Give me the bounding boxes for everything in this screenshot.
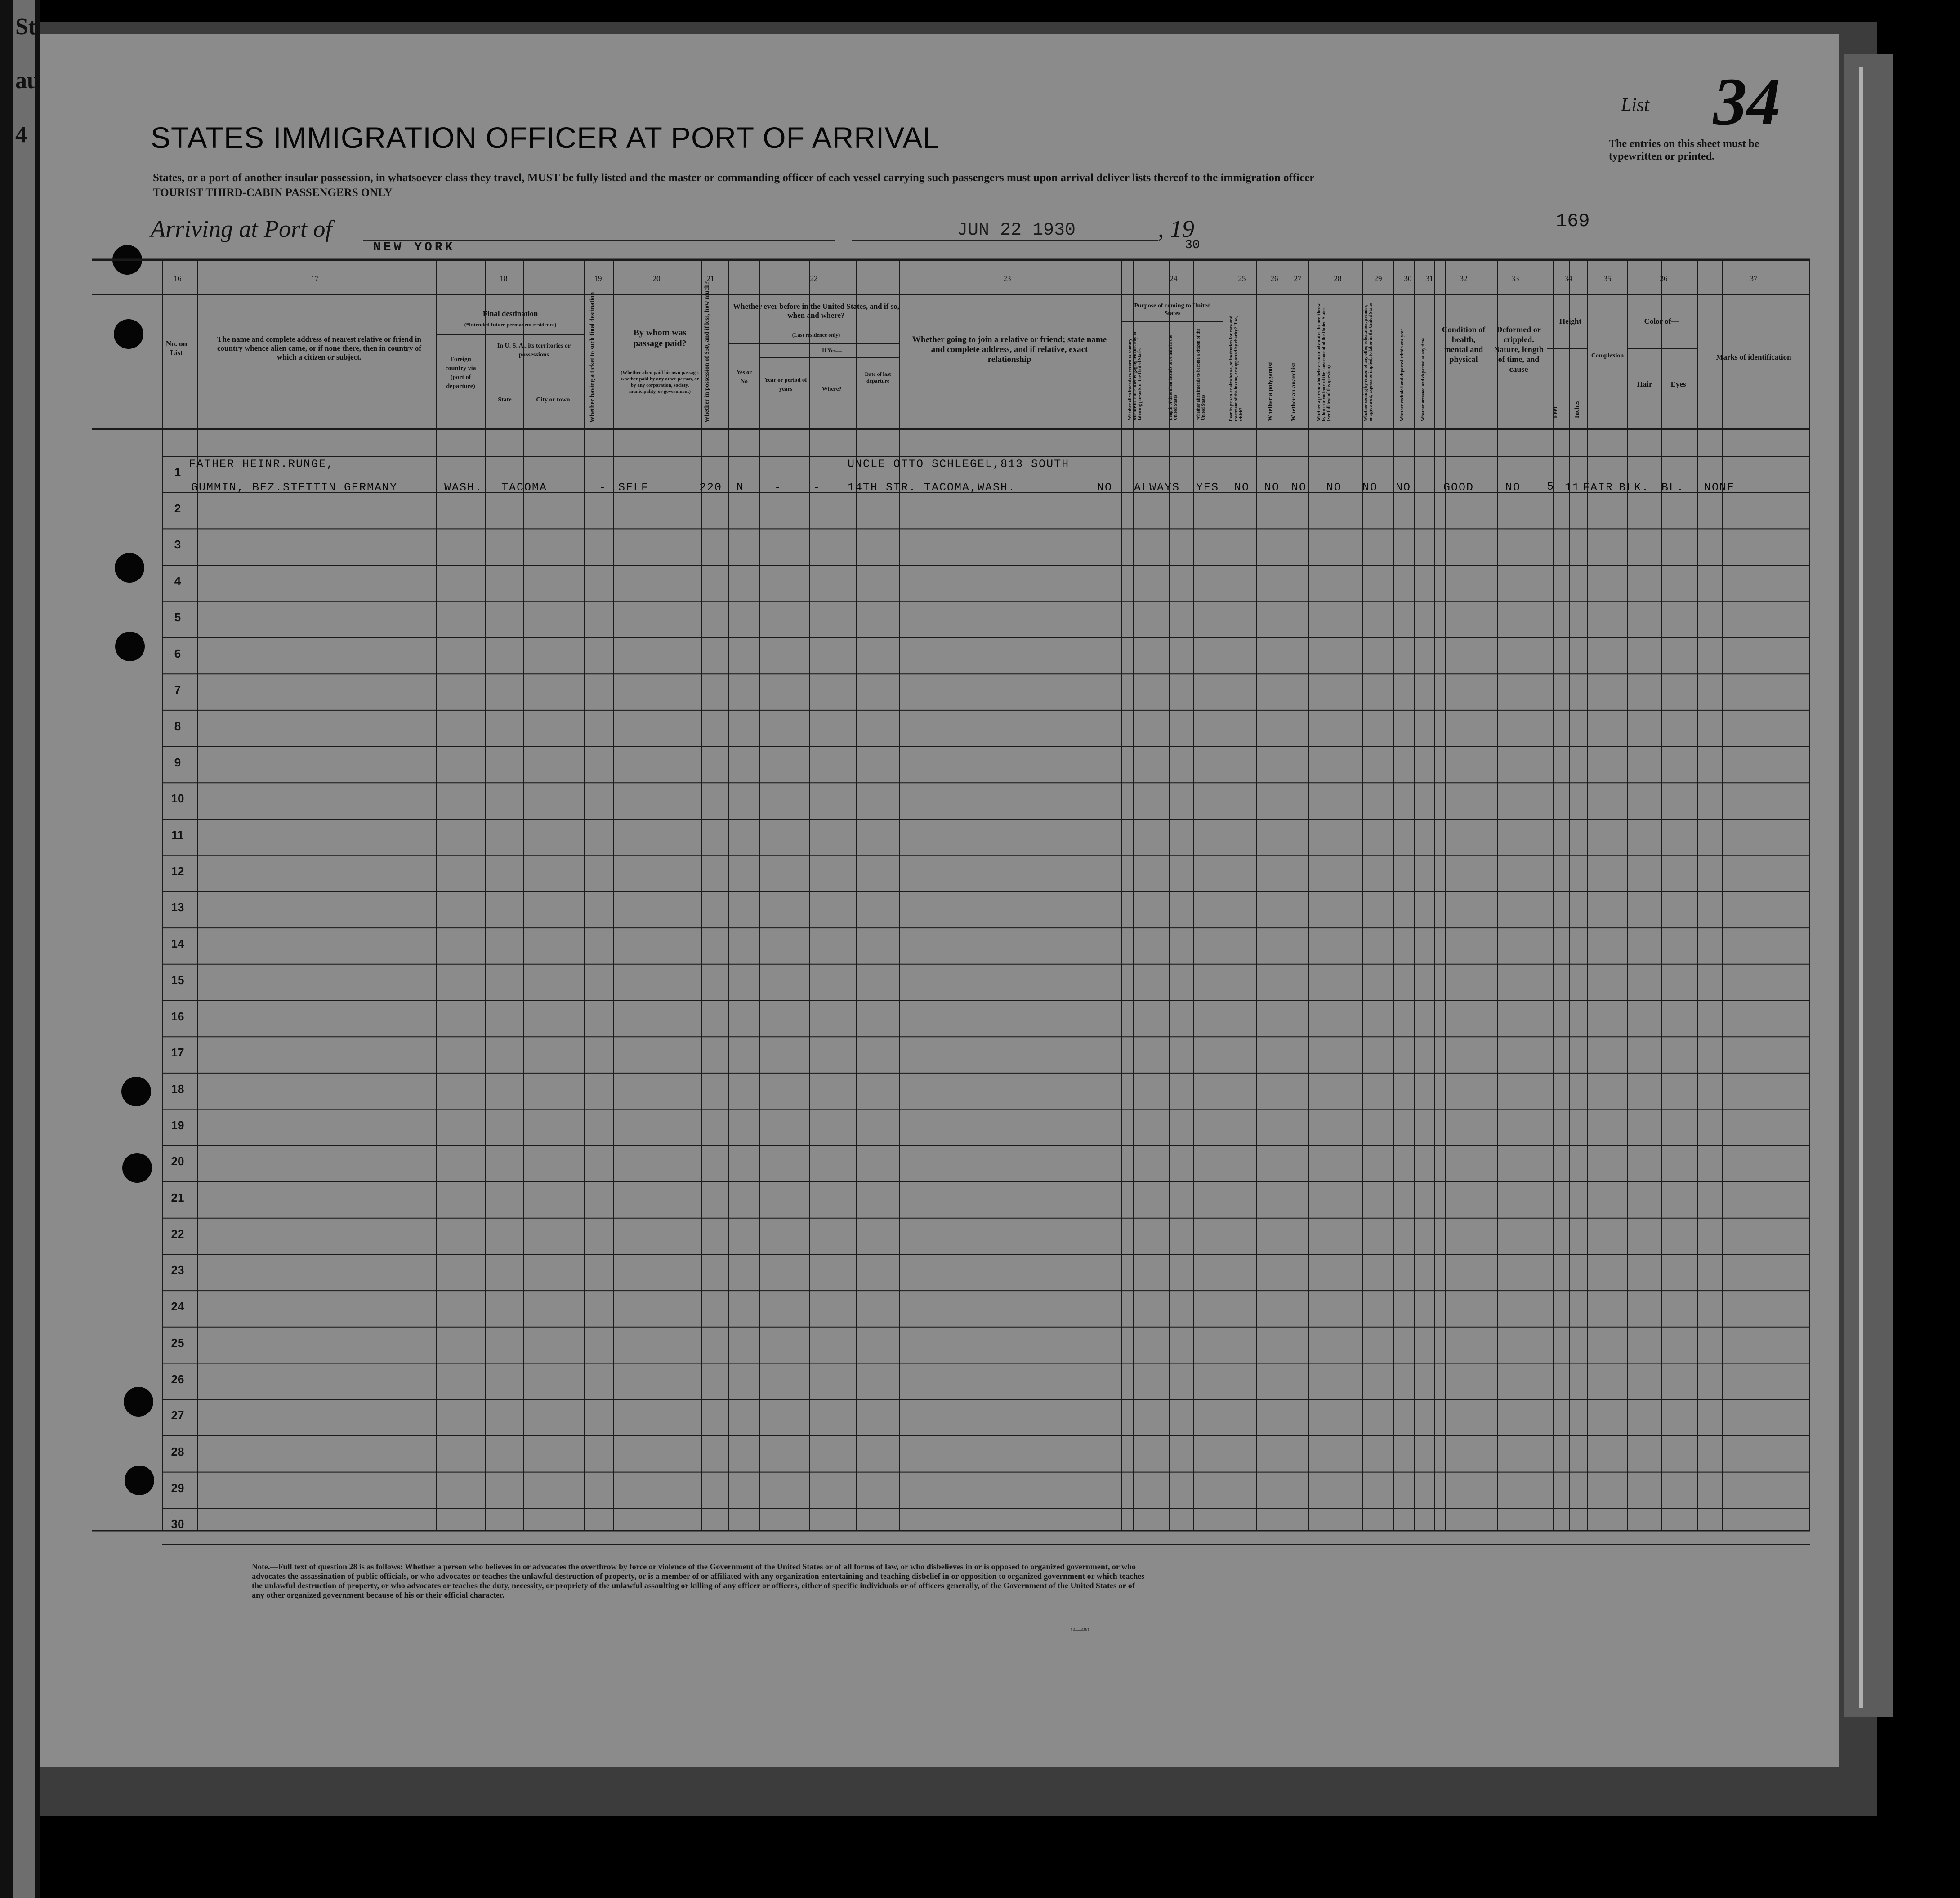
header-purpose-return: Whether alien intends to return to country whence he came after engaging temporarily in laboring pursuits in the United States	[1128, 332, 1143, 420]
row-number: 18	[171, 1082, 184, 1096]
header-city: City or town	[536, 397, 570, 403]
header-complexion: Complexion	[1591, 352, 1624, 359]
header-overthrow: Whether a person who believes in or advocates the overthrow by force or violence of the Government of the United States (See full text of this question)	[1317, 303, 1331, 421]
header-deformed: Deformed or crippled. Nature, length of time, and cause	[1494, 325, 1544, 374]
header-ticket: Whether having a ticket to such final destination	[589, 292, 596, 423]
column-number: 20	[652, 274, 661, 283]
row-number: 12	[171, 864, 184, 878]
entry-height-inches: 11	[1565, 481, 1581, 494]
header-marks: Marks of identification	[1716, 353, 1791, 361]
row-number: 28	[171, 1444, 184, 1458]
column-number: 29	[1374, 274, 1382, 283]
header-if-yes: If Yes—	[822, 347, 842, 354]
year-suffix: 30	[1185, 238, 1200, 252]
header-where: Where?	[822, 385, 842, 392]
column-number: 34	[1564, 274, 1572, 283]
header-before-in-us: Whether ever before in the United States, and if so, when and where?	[733, 302, 899, 320]
column-number: 25	[1238, 274, 1246, 283]
header-joining: Whether going to join a relative or friend; state name and complete address, and if relative, exact relationship	[912, 335, 1107, 364]
column-number: 26	[1270, 274, 1278, 283]
entry-where: -	[813, 481, 821, 494]
header-arrested: Whether arrested and deported at any time	[1421, 338, 1426, 421]
row-number: 21	[171, 1191, 184, 1204]
header-state: State	[498, 397, 512, 403]
row-number: 2	[174, 501, 181, 515]
row-number: 13	[171, 900, 184, 914]
list-number: 34	[1713, 64, 1781, 139]
header-foreign-country: Foreign country via (port of departure)	[445, 356, 476, 390]
entry-hair: BLK.	[1619, 481, 1650, 494]
row-number: 10	[171, 792, 184, 806]
header-purpose-remain: Length of time alien intends to remain in the United States	[1168, 335, 1178, 420]
row-number: 3	[174, 538, 181, 552]
column-number: 32	[1460, 274, 1468, 283]
header-feet: Feet	[1552, 406, 1559, 418]
entry-relative-address: GUMMIN, BEZ.STETTIN GERMANY	[191, 481, 398, 494]
entry-period: -	[774, 481, 782, 494]
column-number: 19	[594, 274, 602, 283]
column-number: 23	[1003, 274, 1011, 283]
column-number: 36	[1660, 274, 1668, 283]
entry-joining-address: 14TH STR. TACOMA,WASH.	[848, 481, 1016, 494]
entry-deformed: NO	[1505, 481, 1521, 494]
entry-return-intent: NO	[1097, 481, 1113, 494]
arrival-date-stamp: JUN 22 1930	[957, 220, 1076, 241]
header-health: Condition of health, mental and physical	[1442, 325, 1486, 364]
sheet-number: 169	[1556, 210, 1590, 232]
entry-marks: NONE	[1704, 481, 1735, 494]
column-number: 31	[1425, 274, 1433, 283]
entry-overthrow: NO	[1326, 481, 1342, 494]
row-number: 26	[171, 1372, 184, 1386]
header-prison: Ever in prison or almshouse, or institution for care and treatment of the insane, or supported by charity? If so, which?	[1229, 316, 1244, 421]
entry-joining-name: UNCLE OTTO SCHLEGEL,813 SOUTH	[848, 458, 1070, 471]
entry-height-feet: 5	[1547, 480, 1555, 493]
header-final-destination: Final destination	[482, 309, 538, 318]
row-number: 27	[171, 1408, 184, 1422]
entry-eyes: BL.	[1661, 481, 1685, 494]
header-in-usa: In U. S. A., its territories or possessions	[497, 343, 571, 358]
row-number: 15	[171, 973, 184, 987]
row-number: 4	[174, 574, 181, 588]
list-label: List	[1621, 95, 1650, 116]
entry-state: WASH.	[444, 481, 483, 494]
row-number: 7	[174, 683, 181, 697]
header-height: Height	[1559, 317, 1582, 325]
column-number: 21	[706, 274, 714, 283]
year-label: , 19	[1158, 215, 1194, 242]
header-money: Whether in possession of $50, and if less, how much?	[704, 281, 710, 423]
header-yes-no: Yes or No	[736, 369, 752, 384]
header-no-on-list: No. on List	[165, 339, 188, 357]
row-number: 24	[171, 1300, 184, 1314]
row-number: 5	[174, 610, 181, 624]
row-number: 19	[171, 1118, 184, 1132]
row-number: 16	[171, 1009, 184, 1023]
header-passage-paid-note: (Whether alien paid his own passage, whether paid by any other person, or by any corporation, society, municipality, or government)	[621, 370, 699, 394]
header-purpose-citizen: Whether alien intends to become a citizen of the United States	[1196, 328, 1206, 420]
column-number: 18	[500, 274, 508, 283]
row-number: 1	[174, 465, 181, 479]
entry-excluded: NO	[1396, 481, 1411, 494]
header-passage-paid: By whom was passage paid?	[633, 328, 687, 348]
row-number: 23	[171, 1263, 184, 1277]
entry-relative-name: FATHER HEINR.RUNGE,	[189, 458, 335, 471]
row-number: 6	[174, 646, 181, 660]
column-number: 17	[311, 274, 319, 283]
row-number: 11	[171, 828, 184, 842]
column-number: 28	[1334, 274, 1342, 283]
header-labor-contract: Whether coming by reason of any offer, solicitation, promise, or agreement, express or implied, to labor in the United States	[1363, 302, 1373, 421]
column-number: 16	[174, 274, 182, 283]
entry-passage-paid: SELF	[618, 481, 649, 494]
header-color-of: Color of—	[1644, 317, 1679, 325]
header-polygamist: Whether a polygamist	[1267, 362, 1274, 421]
column-number: 22	[810, 274, 818, 283]
entry-citizen: YES	[1196, 481, 1219, 494]
entry-anarchist: NO	[1291, 481, 1307, 494]
column-number: 24	[1170, 274, 1178, 283]
header-purpose: Purpose of coming to United States	[1134, 303, 1211, 317]
header-period: Year or period of years	[764, 376, 807, 392]
entry-labor-contract: NO	[1362, 481, 1378, 494]
port-of-arrival: NEW YORK	[373, 241, 455, 254]
entry-city: TACOMA	[501, 481, 548, 494]
header-hair: Hair	[1637, 380, 1652, 388]
entry-before-in-us: N	[737, 481, 745, 494]
entry-ticket: -	[599, 481, 607, 494]
header-relative-abroad: The name and complete address of nearest relative or friend in country whence alien came, or if none there, then in country of which a citizen or subject.	[217, 335, 422, 361]
header-eyes: Eyes	[1670, 380, 1686, 388]
passenger-class: TOURIST THIRD-CABIN PASSENGERS ONLY	[153, 187, 393, 199]
page-title: STATES IMMIGRATION OFFICER AT PORT OF ARRIVAL	[151, 121, 940, 154]
row-number: 17	[171, 1046, 184, 1060]
arriving-label: Arriving at Port of	[151, 215, 332, 242]
row-number: 30	[171, 1517, 184, 1531]
header-anarchist: Whether an anarchist	[1290, 362, 1297, 421]
form-code: 14—480	[1070, 1626, 1089, 1633]
column-number: 27	[1294, 274, 1302, 283]
footnote-question-28: Note.—Full text of question 28 is as follows: Whether a person who believes in or advocates the overthrow by force or violence of the Government of the United States or of all forms of law, or who disbelieves in or is opposed to organized government, or who advocates the assassination of public officials, or who advocates or teaches the unlawful destruction of property, or is a member of or affiliated with any organization entertaining and teaching disbelief in or opposition to organized government or which teaches the unlawful destruction of property, or who advocates or teaches the duty, necessity, or propriety of the unlawful assaulting or killing of any officer or officers, either of specific individuals or of officers generally, of the Government of the United States or of any other organized government because of his or their official character.	[252, 1562, 1145, 1599]
row-number: 22	[171, 1227, 184, 1241]
entry-polygamist: NO	[1264, 481, 1280, 494]
entry-health: GOOD	[1443, 481, 1474, 494]
header-inches: Inches	[1574, 401, 1581, 418]
entry-prison: NO	[1234, 481, 1250, 494]
entry-complexion: FAIR	[1583, 481, 1614, 494]
row-number: 14	[171, 937, 184, 951]
entry-remain: ALWAYS	[1134, 481, 1180, 494]
header-last-departure: Date of last departure	[865, 371, 891, 384]
row-number: 25	[171, 1336, 184, 1350]
instruction-line: States, or a port of another insular possession, in whatsoever class they travel, MUST be fully listed and the master or commanding officer of each vessel carrying such passengers must upon arrival deliver lists thereof to the immigration officer	[153, 172, 1315, 184]
column-number: 37	[1750, 274, 1758, 283]
row-number: 8	[174, 719, 181, 733]
header-excluded: Whether excluded and deported within one year	[1400, 329, 1405, 421]
header-before-in-us-sub: (Last residence only)	[792, 332, 840, 338]
adjacent-page-text: St au 4	[15, 14, 40, 147]
row-number: 9	[174, 755, 181, 769]
entry-money: 220	[699, 481, 723, 494]
column-number: 30	[1404, 274, 1412, 283]
list-note: The entries on this sheet must be typewritten or printed.	[1609, 138, 1759, 162]
header-final-destination-sub: (*Intended future permanent residence)	[464, 321, 557, 328]
column-number: 33	[1511, 274, 1519, 283]
column-number: 35	[1603, 274, 1612, 283]
row-number: 29	[171, 1481, 184, 1495]
row-number: 20	[171, 1154, 184, 1168]
